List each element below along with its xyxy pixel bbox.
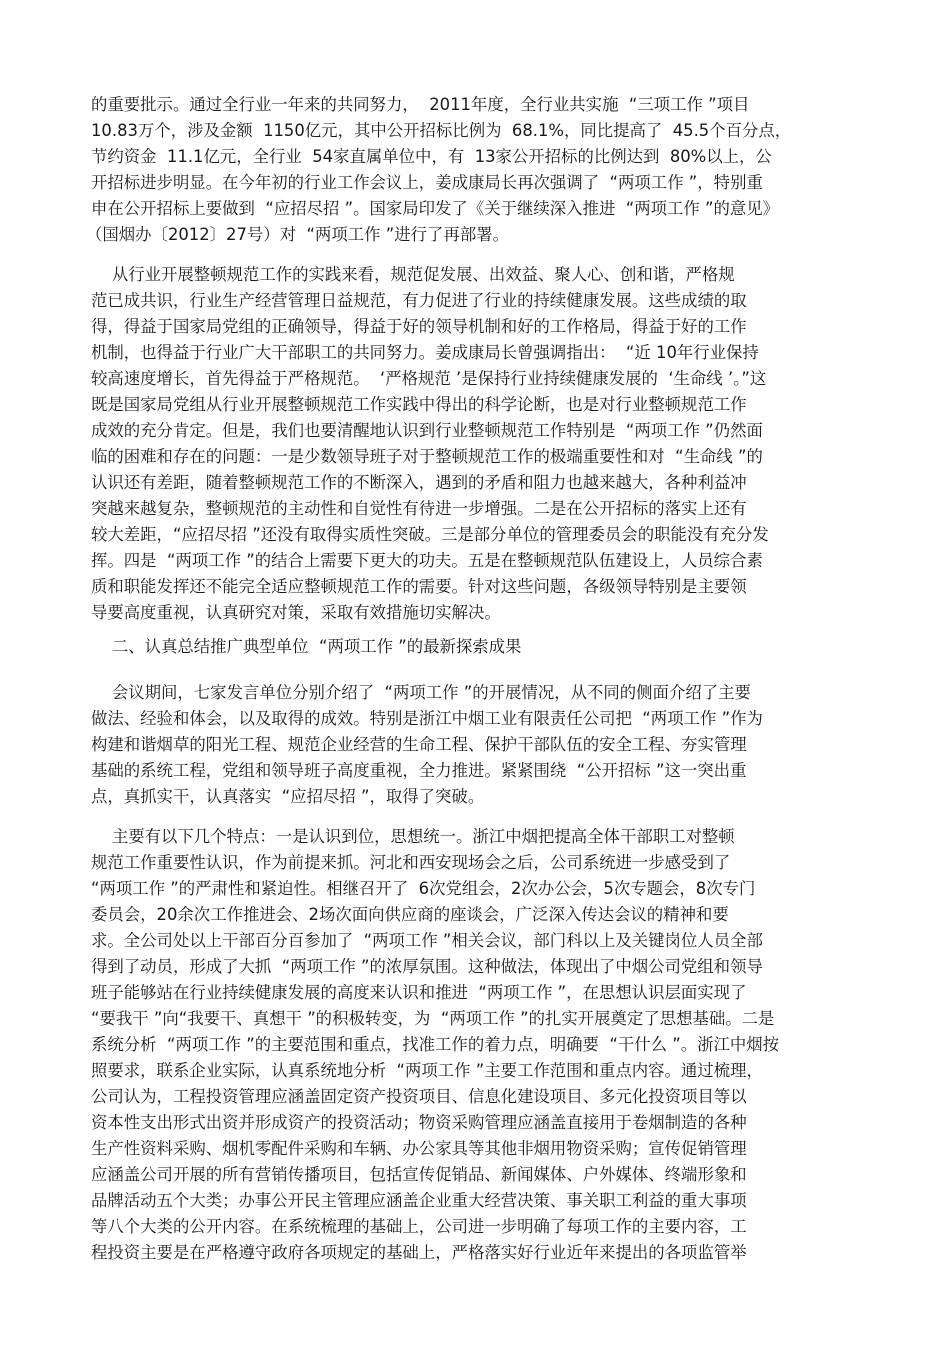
text-line: “两项工作 ”的严肃性和紧迫性。相继召开了 6次党组会，2次办公会，5次专题会，8次专门 bbox=[91, 879, 756, 898]
text-line: 范已成共识，行业生产经营管理日益规范，有力促进了行业的持续健康发展。这些成绩的取 bbox=[91, 291, 747, 310]
text-line: 品牌活动五个大类；办事公开民主管理应涵盖企业重大经营决策、事关职工利益的重大事项 bbox=[91, 1191, 747, 1210]
text-line: 应涵盖公司开展的所有营销传播项目，包括宣传促销品、新闻媒体、户外媒体、终端形象和 bbox=[91, 1165, 747, 1184]
text-line: 基础的系统工程，党组和领导班子高度重视，全力推进。紧紧围绕 “公开招标 ”这一突出重 bbox=[91, 761, 747, 780]
text-line: 机制，也得益于行业广大干部职工的共同努力。姜成康局长曾强调指出： “近 10年行业保持 bbox=[91, 343, 759, 362]
text-line: 等八个大类的公开内容。在系统梳理的基础上，公司进一步明确了每项工作的主要内容，工 bbox=[91, 1217, 747, 1236]
text-line: 的重要批示。通过全行业一年来的共同努力， 2011年度，全行业共实施 “三项工作 ”项目 bbox=[91, 95, 750, 114]
text-line: 导要高度重视，认真研究对策，采取有效措施切实解决。 bbox=[91, 603, 501, 622]
text-line: 主要有以下几个特点：一是认识到位，思想统一。浙江中烟把提高全体干部职工对整顿 bbox=[91, 827, 735, 846]
section-heading-text: 二、认真总结推广典型单位 “两项工作 ”的最新探索成果 bbox=[91, 637, 522, 656]
text-line: 规范工作重要性认识，作为前提来抓。河北和西安现场会之后，公司系统进一步感受到了 bbox=[91, 853, 731, 872]
text-line: 申在公开招标上要做到 “应招尽招 ”。国家局印发了《关于继续深入推进 “两项工作 ”的意见》 bbox=[91, 199, 780, 218]
text-line: 求。全公司处以上干部百分百参加了 “两项工作 ”相关会议，部门科以上及关键岗位人员全部 bbox=[91, 931, 763, 950]
text-line: 既是国家局党组从行业开展整顿规范工作实践中得出的科学论断，也是对行业整顿规范工作 bbox=[91, 395, 747, 414]
text-line: 认识还有差距，随着整顿规范工作的不断深入，遇到的矛盾和阻力也越来越大，各种利益冲 bbox=[91, 473, 747, 492]
text-line: 从行业开展整顿规范工作的实践来看，规范促发展、出效益、聚人心、创和谐，严格规 bbox=[91, 265, 735, 284]
text-line: 得到了动员，形成了大抓 “两项工作 ”的浓厚氛围。这种做法，体现出了中烟公司党组和领导 bbox=[91, 957, 763, 976]
text-line: 程投资主要是在严格遵守政府各项规定的基础上，严格落实好行业近年来提出的各项监管举 bbox=[91, 1243, 747, 1262]
text-line: 点，真抓实干，认真落实 “应招尽招 ”，取得了突破。 bbox=[91, 787, 485, 806]
text-line: 照要求，联系企业实际，认真系统地分析 “两项工作 ”主要工作范围和重点内容。通过梳理， bbox=[91, 1061, 763, 1080]
text-line: 公司认为，工程投资管理应涵盖固定资产投资项目、信息化建设项目、多元化投资项目等以 bbox=[91, 1087, 747, 1106]
text-line: 挥。四是 “两项工作 ”的结合上需要下更大的功夫。五是在整顿规范队伍建设上，人员综合素 bbox=[91, 551, 763, 570]
text-line: 较大差距，“应招尽招 ”还没有取得实质性突破。三是部分单位的管理委员会的职能没有充分发 bbox=[91, 525, 769, 544]
text-line: “要我干 ”向“我要干、真想干 ”的积极转变，为 “两项工作 ”的扎实开展奠定了思想基础。二是 bbox=[91, 1009, 775, 1028]
text-line: 生产性资料采购、烟机零配件采购和车辆、办公家具等其他非烟用物资采购；宣传促销管理 bbox=[91, 1139, 747, 1158]
text-line: 委员会，20余次工作推进会、2场次面向供应商的座谈会，广泛深入传达会议的精神和要 bbox=[91, 905, 729, 924]
text-line: 得，得益于国家局党组的正确领导，得益于好的领导机制和好的工作格局，得益于好的工作 bbox=[91, 317, 747, 336]
text-line: 会议期间，七家发言单位分别介绍了 “两项工作 ”的开展情况，从不同的侧面介绍了主要 bbox=[91, 683, 751, 702]
text-line: 质和职能发挥还不能完全适应整顿规范工作的需要。针对这些问题，各级领导特别是主要领 bbox=[91, 577, 747, 596]
text-line: 临的困难和存在的问题：一是少数领导班子对于整顿规范工作的极端重要性和对 “生命线 ”的 bbox=[91, 447, 763, 466]
text-line: 10.83万个，涉及金额 1150亿元，其中公开招标比例为 68.1%，同比提高了 45.5个百分点， bbox=[91, 121, 792, 140]
text-line: 节约资金 11.1亿元，全行业 54家直属单位中，有 13家公开招标的比例达到 80%以上，公 bbox=[91, 147, 772, 166]
text-line: 资本性支出形式出资并形成资产的投资活动；物资采购管理应涵盖直接用于卷烟制造的各种 bbox=[91, 1113, 747, 1132]
text-line: 成效的充分肯定。但是，我们也要清醒地认识到行业整顿规范工作特别是 “两项工作 ”仍然面 bbox=[91, 421, 763, 440]
text-line: 较高速度增长，首先得益于严格规范。 ‘严格规范 ’是保持行业持续健康发展的 ‘生命线 ’。”这 bbox=[91, 369, 767, 388]
text-line: 系统分析 “两项工作 ”的主要范围和重点，找准工作的着力点，明确要 “干什么 ”。浙江中烟按 bbox=[91, 1035, 780, 1054]
text-line: 开招标进步明显。在今年初的行业工作会议上，姜成康局长再次强调了 “两项工作 ”，特别重 bbox=[91, 173, 763, 192]
text-line: （国烟办〔2012〕27号）对 “两项工作 ”进行了再部署。 bbox=[86, 225, 509, 244]
text-line: 做法、经验和体会，以及取得的成效。特别是浙江中烟工业有限责任公司把 “两项工作 ”作为 bbox=[91, 709, 763, 728]
text-line: 突越来越复杂，整顿规范的主动性和自觉性有待进一步增强。二是在公开招标的落实上还有 bbox=[91, 499, 747, 518]
text-line: 班子能够站在行业持续健康发展的高度来认识和推进 “两项工作 ”，在思想认识层面实现了 bbox=[91, 983, 747, 1002]
text-line: 构建和谐烟草的阳光工程、规范企业经营的生命工程、保护干部队伍的安全工程、夯实管理 bbox=[91, 735, 747, 754]
